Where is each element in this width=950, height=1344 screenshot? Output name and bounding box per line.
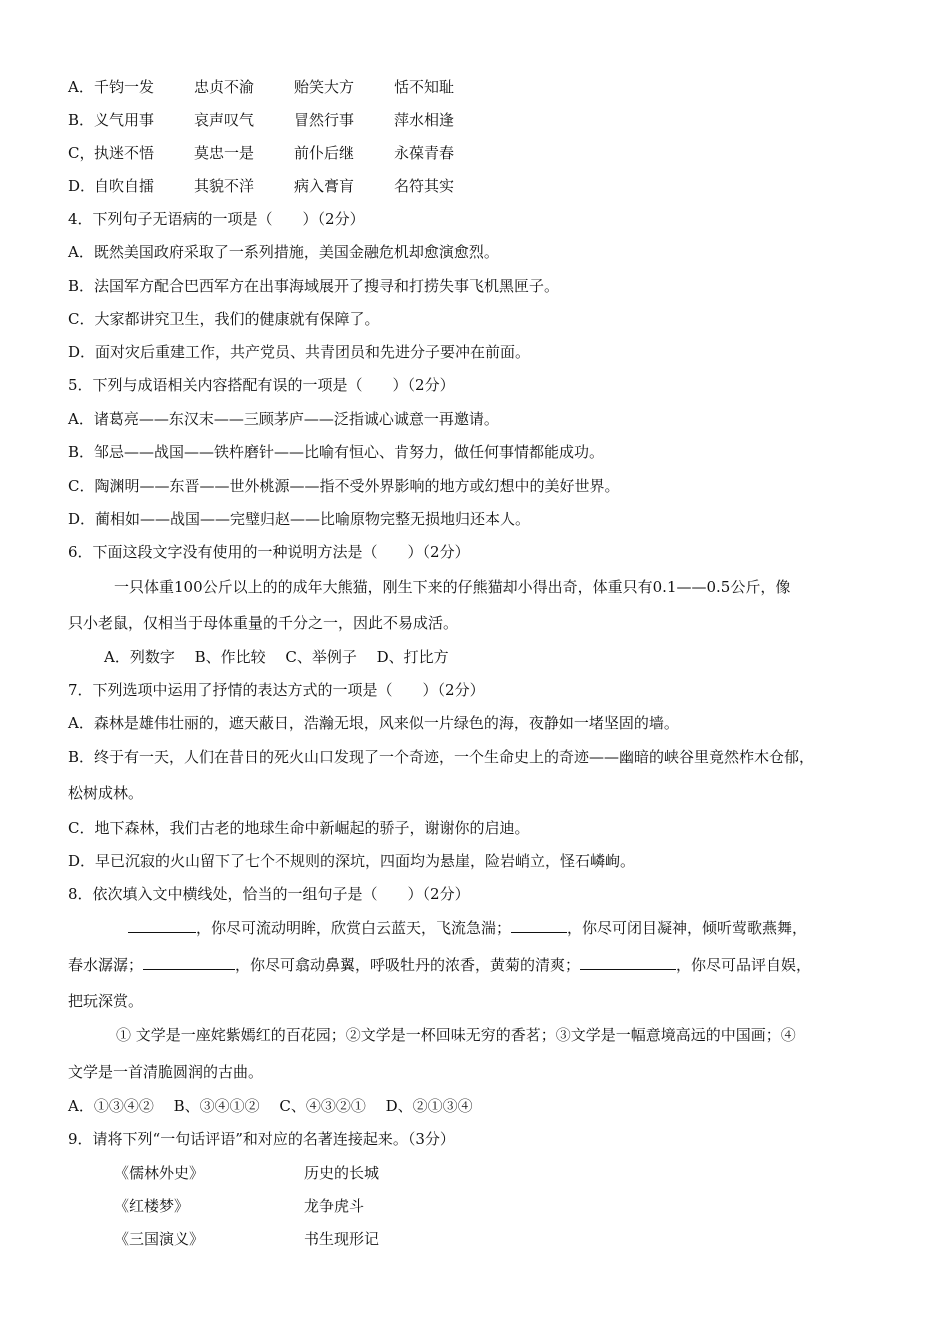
- fill-blank-3[interactable]: [143, 955, 235, 970]
- q3-option-item: 忠贞不渝: [194, 78, 255, 96]
- q3-option-a: [68, 77, 454, 97]
- q4-option-a: A．既然美国政府采取了一系列措施，美国金融危机却愈演愈烈。: [68, 243, 499, 261]
- q8-passage-line-3: 把玩深赏。: [68, 992, 144, 1010]
- q6-options: A．列数字 B、作比较 C、举例子 D、打比方: [104, 648, 449, 666]
- q9-comment-3[interactable]: 书生现形记: [304, 1230, 380, 1248]
- q3-option-item: 冒然行事: [294, 111, 355, 129]
- q9-book-2[interactable]: 《红楼梦》: [114, 1197, 190, 1215]
- q4-option-d: D．面对灾后重建工作，共产党员、共青团员和先进分子要冲在前面。: [68, 343, 531, 361]
- fill-blank-2[interactable]: [511, 918, 567, 933]
- q8-sentences-line-1: ① 文学是一座姹紫嫣红的百花园；②文学是一杯回味无穷的香茗；③文学是一幅意境高远的中国画；④: [116, 1026, 796, 1044]
- q3-option-item: 贻笑大方: [294, 78, 355, 96]
- q3-option-item: 永葆青春: [394, 144, 455, 162]
- q3-option-b: [68, 110, 454, 130]
- q3-option-label: C，: [68, 144, 95, 162]
- q3-option-item: 莫忠一是: [194, 144, 255, 162]
- q8-text: ，你尽可流动明眸，欣赏白云蓝天，飞流急湍；: [196, 919, 512, 937]
- q3-option-item: 自吹自擂: [94, 177, 155, 195]
- q7-option-b-line-1: B．终于有一天，人们在昔日的死火山口发现了一个奇迹，一个生命史上的奇迹——幽暗的峡谷里竟然柞木仓郁，: [68, 748, 815, 766]
- q3-option-item: 病入膏肓: [294, 177, 355, 195]
- q5-option-a: A．诸葛亮——东汉末——三顾茅庐——泛指诚心诚意一再邀请。: [68, 410, 499, 428]
- q3-option-item: 执迷不悟: [94, 144, 155, 162]
- q3-option-label: A．: [68, 78, 94, 96]
- q4-option-c: C．大家都讲究卫生，我们的健康就有保障了。: [68, 310, 380, 328]
- q5-option-c: C．陶渊明——东晋——世外桃源——指不受外界影响的地方或幻想中的美好世界。: [68, 477, 620, 495]
- q8-stem: 8．依次填入文中横线处，恰当的一组句子是（ ）（2分）: [68, 885, 470, 903]
- q3-option-item: 萍水相逢: [394, 111, 455, 129]
- q6-stem: 6．下面这段文字没有使用的一种说明方法是（ ）（2分）: [68, 543, 470, 561]
- q4-stem: 4．下列句子无语病的一项是（ ）（2分）: [68, 210, 365, 228]
- q6-passage-line-2: 只小老鼠，仅相当于母体重量的千分之一，因此不易成活。: [68, 614, 459, 632]
- q3-option-item: 千钧一发: [94, 78, 155, 96]
- q9-book-1[interactable]: 《儒林外史》: [114, 1164, 205, 1182]
- fill-blank-1[interactable]: [128, 918, 196, 933]
- q6-passage-line-1: 一只体重100公斤以上的的成年大熊猫，刚生下来的仔熊猫却小得出奇，体重只有0.1——0.5公斤，像: [114, 578, 791, 596]
- q8-text: ，你尽可闭目凝神，倾听莺歌燕舞，: [567, 919, 808, 937]
- q3-option-item: 恬不知耻: [394, 78, 455, 96]
- q9-comment-1[interactable]: 历史的长城: [304, 1164, 380, 1182]
- q9-book-3[interactable]: 《三国演义》: [114, 1230, 205, 1248]
- q8-text: ，你尽可翕动鼻翼，呼吸牡丹的浓香，黄菊的清爽；: [235, 956, 581, 974]
- q3-option-d: [68, 176, 454, 196]
- q8-options: A．①③④② B、③④①② C、④③②① D、②①③④: [68, 1097, 473, 1115]
- q3-option-label: D．: [68, 177, 96, 195]
- q3-option-item: 哀声叹气: [194, 111, 255, 129]
- q5-stem: 5．下列与成语相关内容搭配有误的一项是（ ）（2分）: [68, 376, 455, 394]
- q9-stem: 9．请将下列“一句话评语”和对应的名著连接起来。（3分）: [68, 1130, 455, 1148]
- q3-option-c: [68, 143, 454, 163]
- q8-text: ，你尽可品评自娱，: [676, 956, 812, 974]
- q8-sentences-line-2: 文学是一首清脆圆润的古曲。: [68, 1063, 264, 1081]
- q7-option-d: D．早已沉寂的火山留下了七个不规则的深坑，四面均为悬崖，险岩峭立，怪石嶙峋。: [68, 852, 636, 870]
- q7-option-c: C．地下森林，我们古老的地球生命中新崛起的骄子，谢谢你的启迪。: [68, 819, 530, 837]
- q8-passage-line-1: [128, 918, 807, 938]
- q3-option-item: 名符其实: [394, 177, 455, 195]
- q9-comment-2[interactable]: 龙争虎斗: [304, 1197, 365, 1215]
- q3-option-item: 前仆后继: [294, 144, 355, 162]
- q3-option-item: 义气用事: [94, 111, 155, 129]
- q5-option-b: B．邹忌——战国——铁杵磨针——比喻有恒心、肯努力，做任何事情都能成功。: [68, 443, 605, 461]
- q3-option-label: B．: [68, 111, 95, 129]
- q8-passage-line-2: [68, 955, 811, 975]
- q5-option-d: D．蔺相如——战国——完璧归赵——比喻原物完整无损地归还本人。: [68, 510, 531, 528]
- q7-option-a: A．森林是雄伟壮丽的，遮天蔽日，浩瀚无垠，风来似一片绿色的海，夜静如一堵坚固的墙。: [68, 714, 679, 732]
- q7-option-b-line-2: 松树成林。: [68, 784, 144, 802]
- q8-text: 春水潺潺；: [68, 956, 144, 974]
- q4-option-b: B．法国军方配合巴西军方在出事海域展开了搜寻和打捞失事飞机黑匣子。: [68, 277, 560, 295]
- q7-stem: 7．下列选项中运用了抒情的表达方式的一项是（ ）（2分）: [68, 681, 485, 699]
- fill-blank-4[interactable]: [580, 955, 676, 970]
- q3-option-item: 其貌不洋: [194, 177, 255, 195]
